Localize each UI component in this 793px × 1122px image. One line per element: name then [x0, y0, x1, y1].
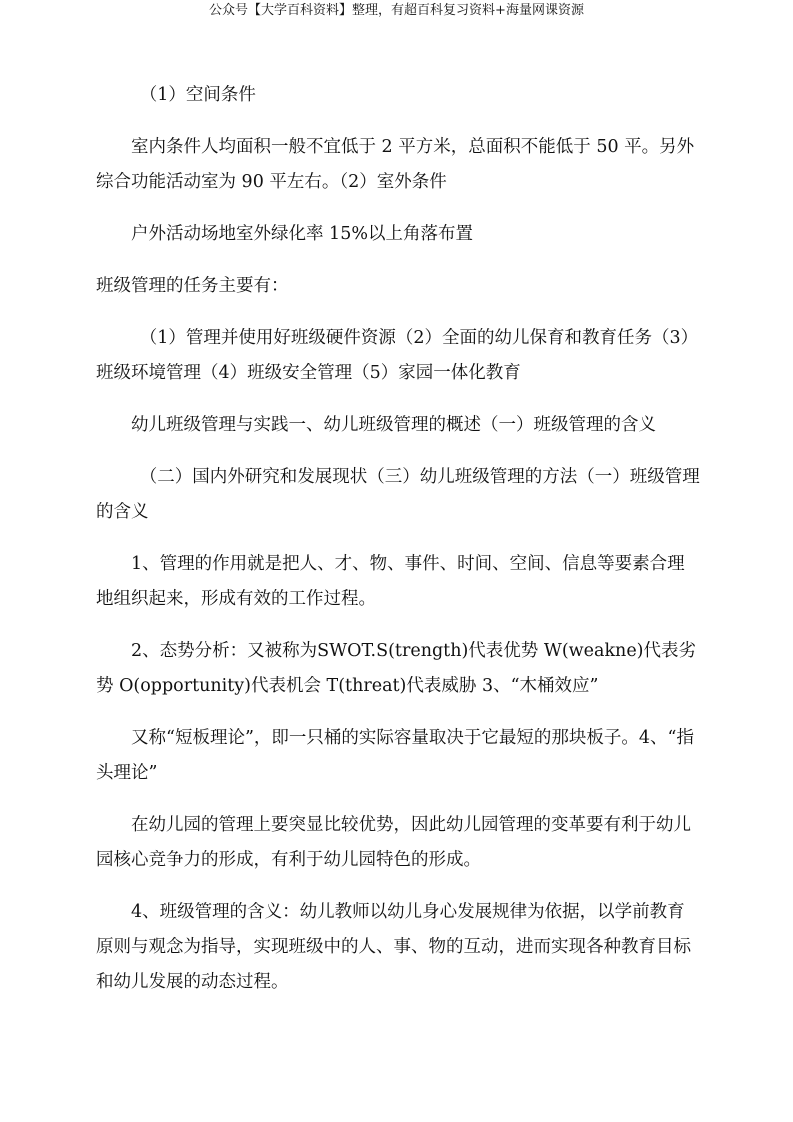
- paragraph-class-management-tasks-heading: 班级管理的任务主要有：: [96, 276, 289, 296]
- paragraph-research-status: （二）国内外研究和发展现状（三）幼儿班级管理的方法（一）班级管理的含义: [96, 467, 700, 522]
- paragraph-class-management-definition: 4、班级管理的含义：幼儿教师以幼儿身心发展规律为依据，以学前教育原则与观念为指导，实现班级中的人、事、物的互动，进而实现各种教育目标和幼儿发展的动态过程。: [96, 902, 691, 992]
- paragraph-indoor-conditions: 室内条件人均面积一般不宜低于 2 平方米，总面积不能低于 50 平。另外综合功能活动室为 90 平左右。（2）室外条件: [96, 137, 695, 192]
- paragraph-practice-overview: 幼儿班级管理与实践一、幼儿班级管理的概述（一）班级管理的含义: [131, 415, 656, 435]
- paragraph-management-role: 1、管理的作用就是把人、才、物、事件、时间、空间、信息等要素合理地组织起来，形成有效的工作过程。: [96, 554, 685, 609]
- paragraph-short-board-theory: 又称“短板理论”，即一只桶的实际容量取决于它最短的那块板子。4、“指头理论”: [96, 728, 694, 783]
- paragraph-outdoor-area: 户外活动场地室外绿化率 15%以上角落布置: [131, 224, 473, 244]
- paragraph-swot-analysis: 2、态势分析：又被称为SWOT.S(trength)代表优势 W(weakne)代表劣势 O(opportunity)代表机会 T(threat)代表威胁 3、“木桶效应”: [96, 641, 696, 696]
- paragraph-comparative-advantage: 在幼儿园的管理上要突显比较优势，因此幼儿园管理的变革要有利于幼儿园核心竞争力的形成，有利于幼儿园特色的形成。: [96, 815, 691, 870]
- paragraph-space-conditions-heading: （1）空间条件: [139, 85, 256, 105]
- page-header: 公众号【大学百科资料】整理，有超百科复习资料+海量网课资源: [209, 3, 584, 18]
- paragraph-class-management-tasks-list: （1）管理并使用好班级硬件资源（2）全面的幼儿保育和教育任务（3）班级环境管理（4）班级安全管理（5）家园一体化教育: [96, 328, 699, 383]
- document-body: [96, 78, 700, 1017]
